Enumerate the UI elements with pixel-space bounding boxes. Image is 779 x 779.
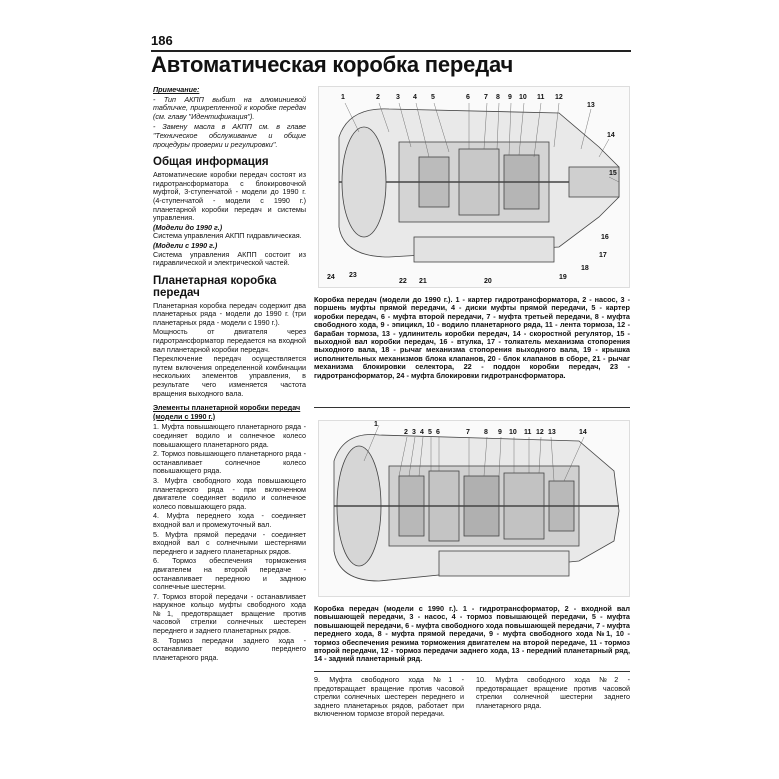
list-item: 5. Муфта прямой передачи - соединяет входной вал с солнечными шестернями переднего и заднего планетарных рядов.: [153, 529, 306, 556]
callout-label: 8: [496, 94, 500, 101]
callout-label: 2: [404, 429, 408, 436]
list-item: 8. Тормоз передачи заднего хода - останавливает водило переднего планетарного ряда.: [153, 635, 306, 662]
callout-label: 5: [431, 94, 435, 101]
cutaway-drawing: [319, 421, 629, 596]
figure-caption-pre-1990: Коробка передач (модели до 1990 г.). 1 - картер гидротрансформатора, 2 - насос, 3 - поршень муфты прямой передачи, 4 - диски муфты прямой передачи, 5 - картер коробки передач, 6 - муфта второй передачи, 7 - муфта третьей передачи, 8 - муфта свободного хода, 9 - эпицикл, 10 - водило планетарного ряда, 11 - лента тормоза, 12 - барабан тормоза, 13 - удлинитель коробки передач, 14 - скоростной регулятор, 15 - выходной вал коробки передач, 16 - втулка, 17 - толкатель механизма стопорения выходного вала, 18 - рычаг механизма стопорения выходного вала, 19 - крышка исполнительных механизмов блока клапанов, 20 - блок клапанов в сборе, 21 - рычаг механизма блокировки селектора, 22 - поддон коробки передач, 23 - гидротрансформатор, 24 - муфта блокировки гидротрансформатора.: [314, 295, 630, 380]
callout-label: 10: [509, 429, 517, 436]
callout-label: 12: [536, 429, 544, 436]
list-item: 4. Муфта переднего хода - соединяет входной вал и промежуточный вал.: [153, 511, 306, 529]
callout-label: 10: [519, 94, 527, 101]
callout-label: 3: [396, 94, 400, 101]
note-item: - Тип АКПП выбит на алюминиевой табличке, прикрепленной к коробке передач (см. главу "Идентификация").: [153, 94, 306, 121]
figure-caption-post-1990: Коробка передач (модели с 1990 г.). 1 - гидротрансформатор, 2 - входной вал повышающей передачи, 3 - насос, 4 - тормоз повышающей передачи, 5 - муфта повышающей передачи, 6 - муфта свободного хода повышающей передачи, 7 - муфта переднего хода, 8 - муфта прямой передачи, 9 - муфта свободного хода №1, 10 - тормоз обеспечения режима торможения двигателем на второй передаче, 11 - тормоз второй передачи, 12 - тормоз передачи заднего хода, 13 - передний планетарный ряд, 14 - задний планетарный ряд.: [314, 604, 630, 664]
subheading: (Модели до 1990 г.): [153, 222, 223, 232]
paragraph: Система управления АКПП состоит из гидравлической и электрической частей.: [153, 249, 306, 268]
callout-label: 17: [599, 252, 607, 259]
callout-label: 6: [436, 429, 440, 436]
callout-label: 11: [524, 429, 532, 436]
callout-label: 9: [498, 429, 502, 436]
elements-heading: Элементы планетарной коробки передач (модели с 1990 г.): [153, 403, 301, 421]
callout-label: 14: [579, 429, 587, 436]
subheading: (Модели с 1990 г.): [153, 240, 218, 250]
callout-label: 15: [609, 170, 617, 177]
paragraph: Мощность от двигателя через гидротрансформатор передается на входной вал планетарной коробки передач.: [153, 327, 306, 354]
callout-label: 6: [466, 94, 470, 101]
callout-label: 8: [484, 429, 488, 436]
list-item: 6. Тормоз обеспечения торможения двигателем на второй передаче - останавливает переднюю и заднюю солнечные шестерни.: [153, 556, 306, 592]
cutaway-drawing: [319, 87, 629, 287]
paragraph: Система управления АКПП гидравлическая.: [153, 231, 302, 241]
callout-label: 5: [428, 429, 432, 436]
list-item-10: 10. Муфта свободного хода №2 - предотвращает вращение против часовой стрелки солнечной шестерни заднего планетарного ряда.: [476, 675, 630, 710]
section-heading-general: Общая информация: [153, 156, 269, 169]
callout-label: 20: [484, 278, 492, 285]
callout-label: 22: [399, 278, 407, 285]
callout-label: 2: [376, 94, 380, 101]
callout-label: 1: [374, 421, 378, 428]
callout-label: 4: [413, 94, 417, 101]
callout-label: 21: [419, 278, 427, 285]
callout-label: 9: [508, 94, 512, 101]
callout-label: 14: [607, 132, 615, 139]
list-item: 2. Тормоз повышающего планетарного ряда - останавливает солнечное колесо повышающего ряда.: [153, 449, 306, 476]
list-item-9: 9. Муфта свободного хода №1 - предотвращает вращение против часовой стрелки солнечных шестерен переднего и заднего планетарных рядов, работает при включенном тормозе второй передачи.: [314, 675, 464, 719]
callout-label: 3: [412, 429, 416, 436]
page-title: Автоматическая коробка передач: [151, 52, 514, 77]
callout-label: 18: [581, 265, 589, 272]
note-item: - Замену масла в АКПП см. в главе "Техническое обслуживание и общие процедуры проверки и регулировки".: [153, 122, 306, 149]
callout-label: 13: [587, 102, 595, 109]
paragraph: Переключение передач осуществляется путем включения определенной комбинации нескольких элементов управления, в результате чего изменяется частота вращения выходного вала.: [153, 354, 306, 398]
callout-label: 11: [537, 94, 545, 101]
paragraph: Автоматические коробки передач состоят из гидротрансформатора с блокировочной муфтой, 3-ступенчатой - модели до 1990 г. (4-ступенчатой - модели с 1990 г.) планетарной коробки передач и системы управления.: [153, 170, 306, 223]
list-item: 3. Муфта свободного хода повышающего планетарного ряда - при включенном двигателе соединяет водило и солнечное колесо повышающего ряда.: [153, 475, 306, 511]
callout-label: 13: [548, 429, 556, 436]
left-column: [153, 86, 306, 663]
callout-label: 1: [341, 94, 345, 101]
callout-label: 4: [420, 429, 424, 436]
transmission-diagram-pre-1990: [318, 86, 630, 288]
callout-label: 7: [466, 429, 470, 436]
callout-label: 7: [484, 94, 488, 101]
caption-rule: [314, 407, 630, 408]
paragraph: Планетарная коробка передач содержит два планетарных ряда - модели до 1990 г. (три планетарных ряда - модели с 1990 г.).: [153, 300, 306, 327]
callout-label: 23: [349, 272, 357, 279]
callout-label: 16: [601, 234, 609, 241]
page-number: 186: [151, 33, 173, 48]
callout-label: 12: [555, 94, 563, 101]
caption-rule: [314, 671, 630, 672]
elements-list: [153, 423, 306, 662]
list-item: 1. Муфта повышающего планетарного ряда - соединяет водило и солнечное колесо повышающего планетарного ряда.: [153, 422, 306, 449]
section-heading-planetary: Планетарная коробка передач: [153, 274, 277, 299]
callout-label: 19: [559, 274, 567, 281]
callout-labels: [374, 421, 587, 436]
callout-label: 24: [327, 274, 335, 281]
note-heading: Примечание:: [153, 85, 200, 94]
list-item: 7. Тормоз второй передачи - останавливает наружное кольцо муфты свободного хода №1, предотвращает вращение против часовой стрелки солнечных шестерен переднего и заднего планетарных рядов.: [153, 591, 306, 636]
transmission-diagram-post-1990: [318, 420, 630, 597]
